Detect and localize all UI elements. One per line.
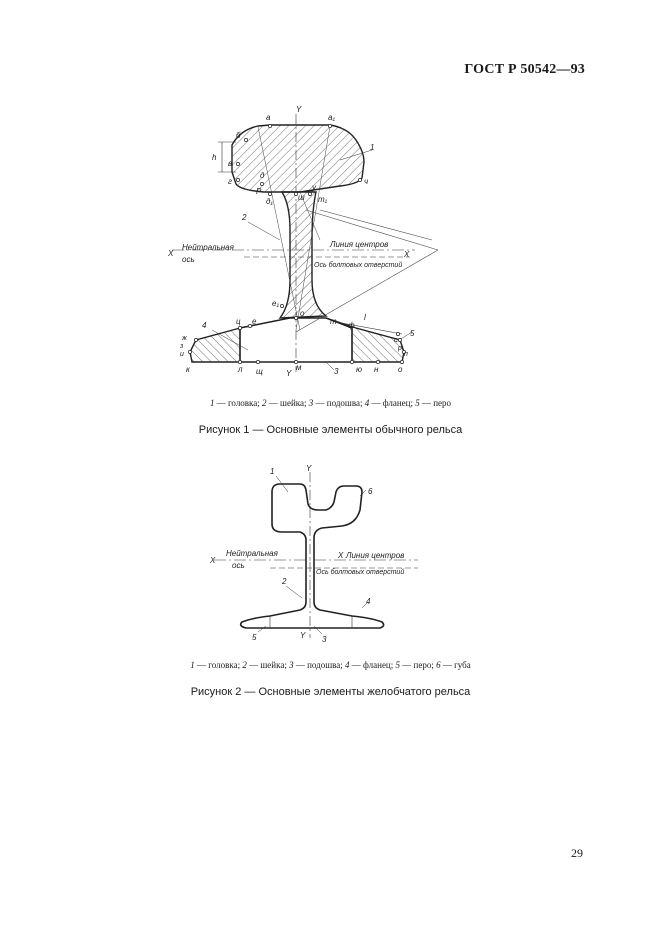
label-ch: ч <box>364 177 369 186</box>
fig2-label-y-top: Y <box>306 464 312 473</box>
label-r: р <box>398 345 402 352</box>
label-u: у <box>312 183 316 192</box>
label-x-right: X <box>404 250 410 259</box>
rail-web <box>280 192 326 318</box>
label-p: п <box>404 351 408 358</box>
label-s: с <box>394 337 398 344</box>
label-z: з <box>180 343 184 350</box>
fig2-label-1: 1 <box>270 467 275 476</box>
label-y-top: Y <box>296 105 302 114</box>
label-4: 4 <box>202 321 207 330</box>
label-h: h <box>212 153 217 162</box>
label-5: 5 <box>410 329 415 338</box>
fig2-label-x-left: X <box>210 556 216 565</box>
label-f: ф <box>348 321 355 330</box>
document-number: ГОСТ Р 50542—93 <box>464 62 585 77</box>
label-shch: щ <box>256 367 263 376</box>
label-sh: ш <box>298 193 305 202</box>
figure-2-drawing <box>0 462 661 647</box>
label-o-web: о <box>300 309 305 318</box>
label-d1: д₁ <box>266 197 273 206</box>
label-e1: е₁ <box>272 299 279 308</box>
fig2-label-bolt-holes: Ось болтовых отверстий <box>316 569 405 576</box>
label-x-left: X <box>168 249 174 258</box>
fig2-label-x-right: X <box>338 551 344 560</box>
fig2-label-5: 5 <box>252 633 257 642</box>
label-t1: т₁ <box>318 195 328 204</box>
fig2-label-2: 2 <box>282 577 287 586</box>
label-d: д <box>260 171 265 180</box>
label-yu: ю <box>356 365 363 374</box>
label-axis: ось <box>182 255 195 264</box>
label-neutral: Нейтральная <box>182 243 234 252</box>
label-centers: Линия центров <box>330 240 389 249</box>
figure-1-drawing <box>0 100 661 390</box>
label-l: л <box>238 365 243 374</box>
fig2-label-4: 4 <box>366 597 371 606</box>
fig2-label-neutral: Нейтральная <box>226 549 278 558</box>
label-o: о <box>398 365 403 374</box>
fig2-label-3: 3 <box>322 635 327 644</box>
fig2-label-centers: Линия центров <box>346 551 405 560</box>
rail-foot-right <box>326 318 404 362</box>
label-zh: ж <box>182 335 187 342</box>
label-2: 2 <box>242 213 247 222</box>
fig2-label-axis: ось <box>232 561 245 570</box>
figure-1-caption: Рисунок 1 — Основные элементы обычного рельса <box>198 424 463 436</box>
label-n: н <box>374 365 379 374</box>
figure-1-legend: 1 — головка; 2 — шейка; 3 — подошва; 4 — фланец; 5 — перо <box>209 398 452 408</box>
label-a1: а₁ <box>328 113 335 122</box>
label-i: и <box>180 351 184 358</box>
label-l-dim: l <box>364 313 366 322</box>
label-3: 3 <box>334 367 339 376</box>
label-ts: ц <box>236 317 241 326</box>
label-g: г <box>228 177 232 186</box>
label-b: б <box>236 131 241 140</box>
label-a: а <box>266 113 271 122</box>
label-1: 1 <box>370 143 375 152</box>
label-t: т <box>330 317 337 326</box>
label-e: е <box>252 317 257 326</box>
label-bolt-holes: Ось болтовых отверстий <box>314 262 403 269</box>
label-m: м <box>296 363 302 372</box>
label-k: к <box>186 365 190 374</box>
figure-2-legend: 1 — головка; 2 — шейка; 3 — подошва; 4 — фланец; 5 — перо; 6 — губа <box>190 660 471 670</box>
figure-2-caption: Рисунок 2 — Основные элементы желобчатого рельса <box>190 686 471 698</box>
label-y-bottom: Y <box>286 369 292 378</box>
page-number: 29 <box>571 846 583 860</box>
label-p-dim: P <box>256 187 262 196</box>
fig2-label-y-bottom: Y <box>300 631 306 640</box>
fig2-label-6: 6 <box>368 487 373 496</box>
label-v: в <box>228 159 233 168</box>
